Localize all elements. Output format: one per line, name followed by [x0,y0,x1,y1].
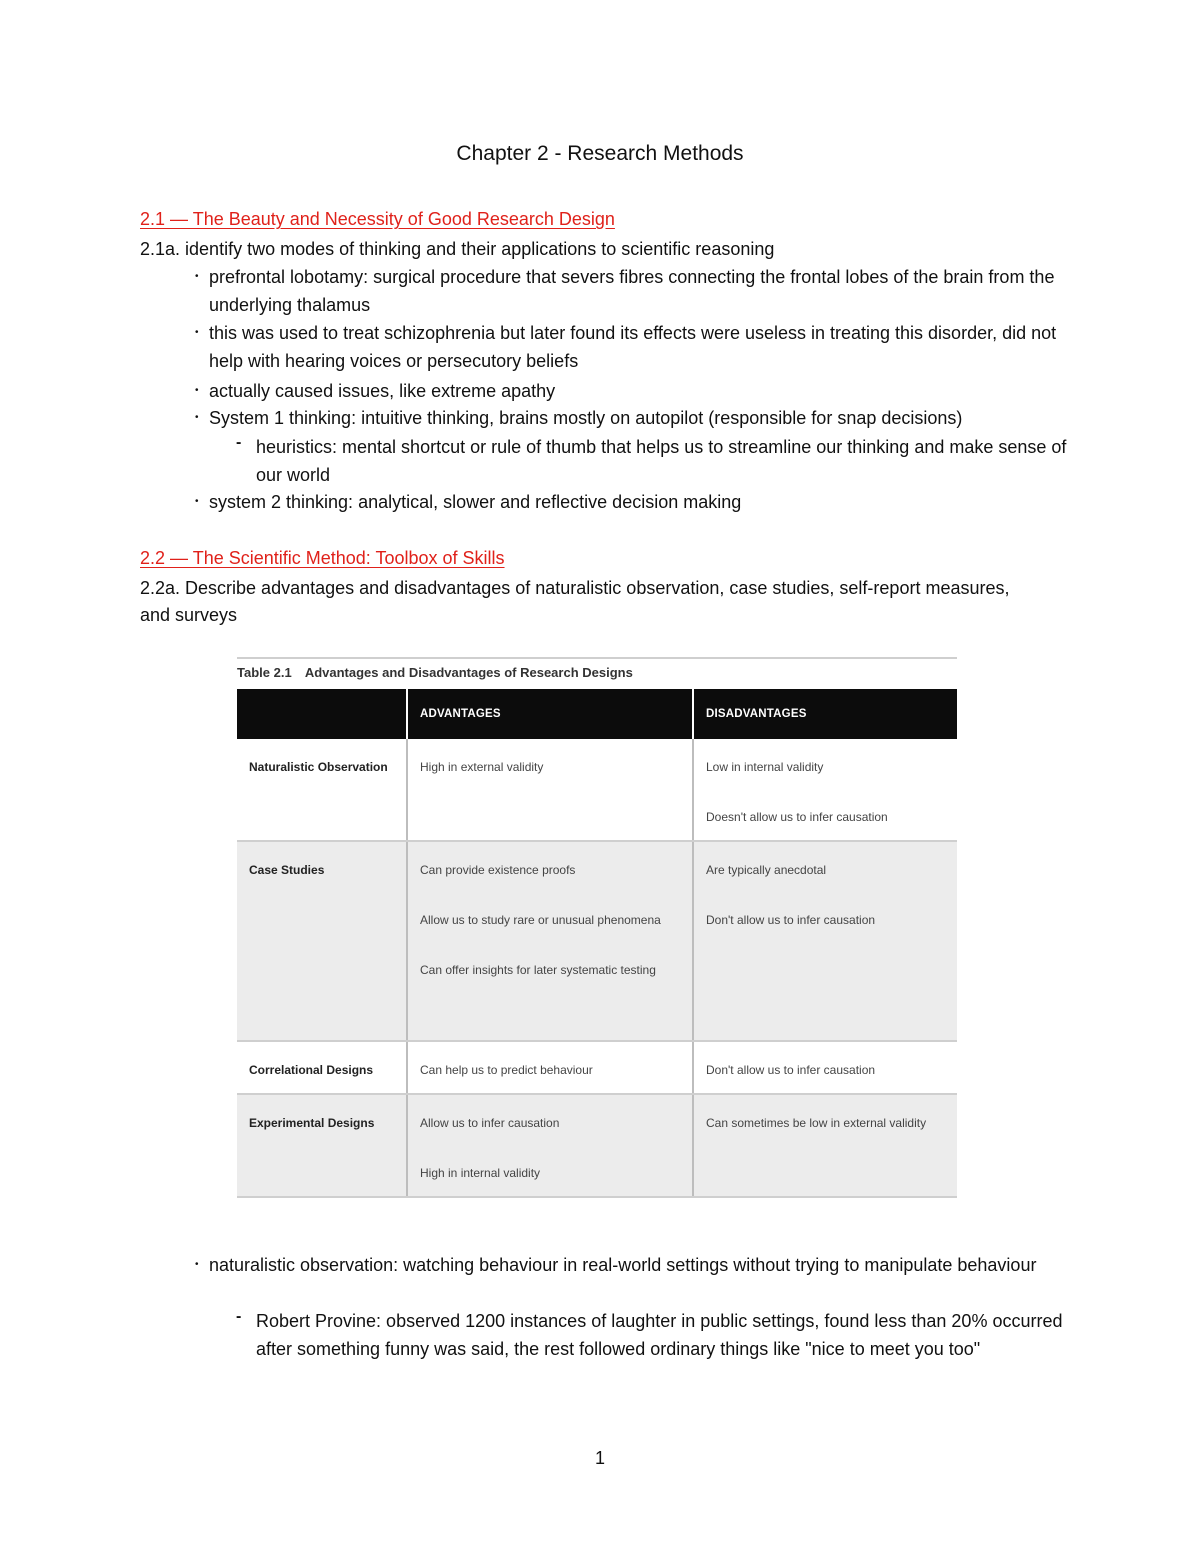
bullet-icon: • [195,327,199,338]
bullet-item [195,319,1069,375]
bullet-item [195,263,1069,319]
disadvantage-item: Don't allow us to infer causation [706,1063,876,1077]
table-caption-number: Table 2.1 [237,665,292,680]
table-top-rule [237,657,957,659]
advantages-cell [407,1094,693,1197]
advantage-item: Can help us to predict behaviour [420,1063,593,1077]
disadvantages-cell [693,841,957,1041]
bullet-text: this was used to treat schizophrenia but later found its effects were useless in treating this disorder, did not help with hearing voices or persecutory beliefs [209,323,1057,371]
bullet-icon: • [195,271,199,282]
table-row [237,1094,957,1197]
bullet-icon: • [195,496,199,507]
advantage-item: High in external validity [420,760,544,774]
bullet-text: System 1 thinking: intuitive thinking, brains mostly on autopilot (responsible for snap decisions) [209,408,963,428]
objective-2-2a: 2.2a. Describe advantages and disadvantages of naturalistic observation, case studies, self-report measures, and surveys [140,578,1010,625]
dash-icon: - [236,1308,242,1325]
table-header-row [237,689,957,739]
table-header-cell: ADVANTAGES [407,689,693,739]
advantages-cell [407,1041,693,1094]
design-cell: Naturalistic Observation [237,739,407,841]
bullet-item [195,488,1069,516]
table-header-cell [237,689,407,739]
advantage-item: Can provide existence proofs [420,863,576,877]
disadvantage-item: Can sometimes be low in external validity [706,1116,927,1130]
disadvantages-cell [693,1041,957,1094]
disadvantage-item: Don't allow us to infer causation [706,913,876,927]
sub-bullet-text: Robert Provine: observed 1200 instances of laughter in public settings, found less than 20% occurred after something funny was said, the rest followed ordinary things like "nice to meet you too" [256,1311,1063,1359]
disadvantages-cell [693,1094,957,1197]
table-row [237,1041,957,1094]
bullet-text: system 2 thinking: analytical, slower and reflective decision making [209,492,742,512]
sub-bullet-item [236,1307,1076,1363]
page-title: Chapter 2 - Research Methods [456,142,744,165]
advantage-item: High in internal validity [420,1166,541,1180]
page-number: 1 [594,1448,605,1468]
table-row [237,841,957,1041]
disadvantage-item: Doesn't allow us to infer causation [706,810,888,824]
bullet-text: actually caused issues, like extreme apathy [209,381,556,401]
bullet-icon: • [195,1259,199,1270]
objective-2-1a: 2.1a. identify two modes of thinking and their applications to scientific reasoning [140,239,775,259]
research-designs-table [237,689,957,1198]
table-header-cell: DISADVANTAGES [693,689,957,739]
sub-bullet-item [236,433,1076,489]
design-cell: Case Studies [237,841,407,1041]
table-figure [237,657,957,1193]
section-heading-2-1: 2.1 — The Beauty and Necessity of Good Research Design [140,209,615,229]
dash-icon: - [236,434,242,451]
design-cell: Correlational Designs [237,1041,407,1094]
bullet-item [195,377,1069,405]
disadvantage-item: Low in internal validity [706,760,824,774]
bullet-icon: • [195,412,199,423]
sub-bullet-text: heuristics: mental shortcut or rule of thumb that helps us to streamline our thinking and make sense of our world [256,437,1067,485]
bullet-icon: • [195,385,199,396]
table-row [237,739,957,841]
disadvantages-cell [693,739,957,841]
bullet-item [195,1251,1069,1279]
table-caption [237,665,633,680]
advantages-cell [407,841,693,1041]
disadvantage-item: Are typically anecdotal [706,863,827,877]
advantages-cell [407,739,693,841]
advantage-item: Allow us to study rare or unusual phenomena [420,913,661,927]
bullet-text: prefrontal lobotamy: surgical procedure that severs fibres connecting the frontal lobes of the brain from the underlying thalamus [209,267,1055,315]
bullet-text: naturalistic observation: watching behaviour in real-world settings without trying to manipulate behaviour [209,1255,1037,1275]
section-heading-2-2: 2.2 — The Scientific Method: Toolbox of Skills [140,548,505,568]
bullet-item [195,404,1069,432]
advantage-item: Allow us to infer causation [420,1116,560,1130]
advantage-item: Can offer insights for later systematic testing [420,963,656,977]
design-cell: Experimental Designs [237,1094,407,1197]
table-caption-title: Advantages and Disadvantages of Research Designs [304,665,633,680]
